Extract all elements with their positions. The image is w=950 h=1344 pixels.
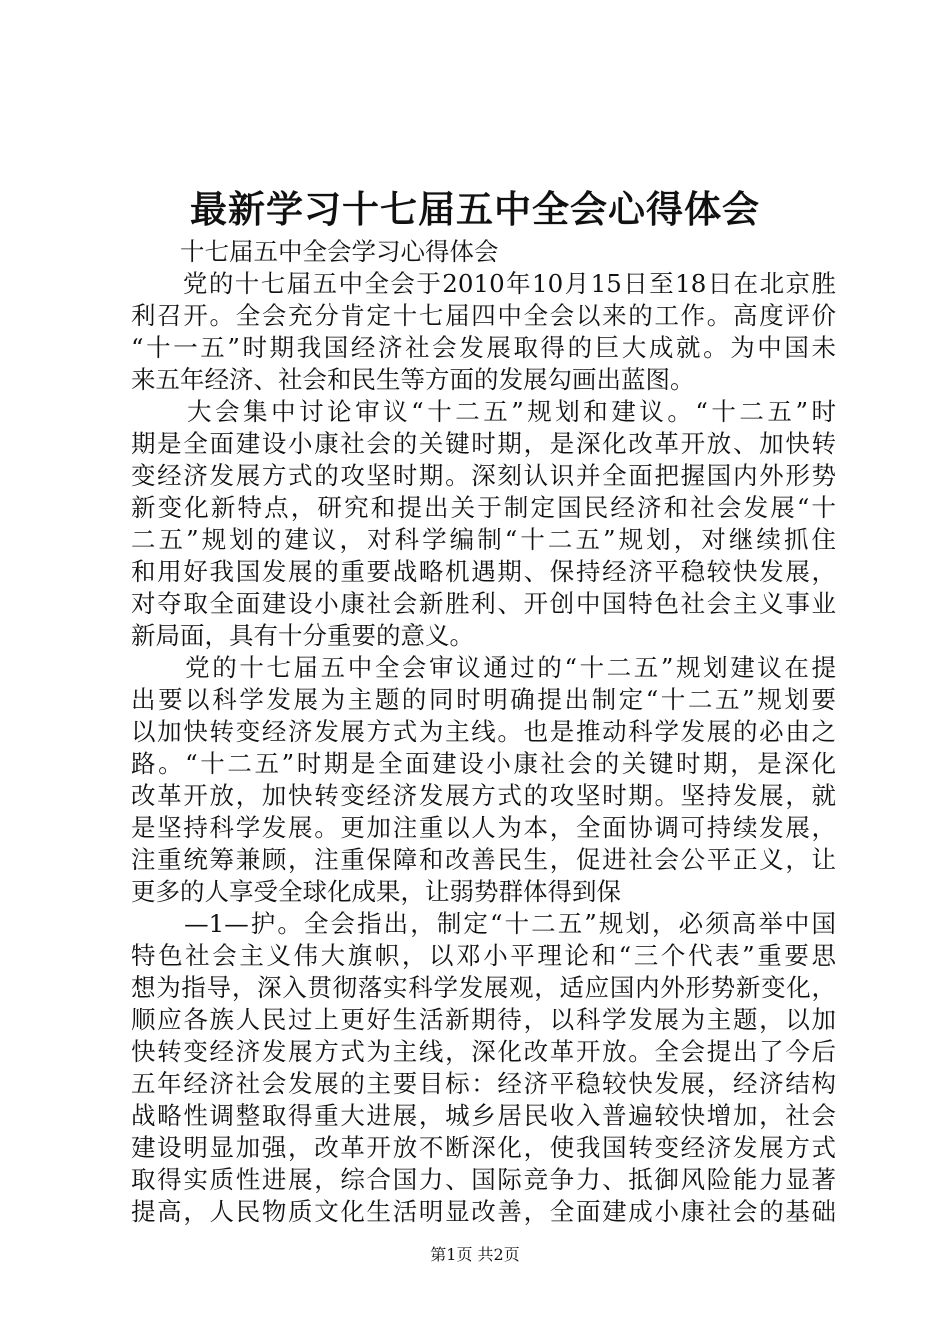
- body-line: —1—护。全会指出，制定“十二五”规划，必须高举中国: [131, 909, 836, 938]
- body-line: 党的十七届五中全会于2010年10月15日至18日在北京胜: [131, 269, 836, 298]
- body-line: 来五年经济、社会和民生等方面的发展勾画出蓝图。: [131, 365, 695, 394]
- body-line: 十七届五中全会学习心得体会: [131, 237, 499, 266]
- document-title: 最新学习十七届五中全会心得体会: [190, 187, 760, 231]
- body-line: 二五”规划的建议，对科学编制“十二五”规划，对继续抓住: [131, 525, 836, 554]
- body-line: 取得实质性进展，综合国力、国际竞争力、抵御风险能力显著: [131, 1165, 836, 1194]
- body-line: 是坚持科学发展。更加注重以人为本，全面协调可持续发展，: [131, 813, 836, 842]
- body-line: 特色社会主义伟大旗帜，以邓小平理论和“三个代表”重要思: [131, 941, 836, 970]
- body-line: 新变化新特点，研究和提出关于制定国民经济和社会发展“十: [131, 493, 836, 522]
- body-line: 利召开。全会充分肯定十七届四中全会以来的工作。高度评价: [131, 301, 836, 330]
- body-line: 建设明显加强，改革开放不断深化，使我国转变经济发展方式: [131, 1133, 836, 1162]
- body-line: 变经济发展方式的攻坚时期。深刻认识并全面把握国内外形势: [131, 461, 836, 490]
- body-line: 和用好我国发展的重要战略机遇期、保持经济平稳较快发展，: [131, 557, 836, 586]
- body-line: 新局面，具有十分重要的意义。: [131, 621, 474, 650]
- body-line: 党的十七届五中全会审议通过的“十二五”规划建议在提: [131, 653, 836, 682]
- document-body: [131, 236, 836, 1228]
- body-line: 战略性调整取得重大进展，城乡居民收入普遍较快增加，社会: [131, 1101, 836, 1130]
- body-line: 提高，人民物质文化生活明显改善，全面建成小康社会的基础: [131, 1197, 836, 1226]
- body-line: 出要以科学发展为主题的同时明确提出制定“十二五”规划要: [131, 685, 836, 714]
- body-line: 改革开放，加快转变经济发展方式的攻坚时期。坚持发展，就: [131, 781, 836, 810]
- body-line: 注重统筹兼顾，注重保障和改善民生，促进社会公平正义，让: [131, 845, 836, 874]
- body-line: 顺应各族人民过上更好生活新期待，以科学发展为主题，以加: [131, 1005, 836, 1034]
- body-line: “十一五”时期我国经济社会发展取得的巨大成就。为中国未: [131, 333, 836, 362]
- body-line: 期是全面建设小康社会的关键时期，是深化改革开放、加快转: [131, 429, 836, 458]
- body-line: 大会集中讨论审议“十二五”规划和建议。“十二五”时: [131, 397, 836, 426]
- body-line: 想为指导，深入贯彻落实科学发展观，适应国内外形势新变化，: [131, 973, 836, 1002]
- body-line: 路。“十二五”时期是全面建设小康社会的关键时期，是深化: [131, 749, 836, 778]
- body-line: 五年经济社会发展的主要目标：经济平稳较快发展，经济结构: [131, 1069, 836, 1098]
- body-line: 更多的人享受全球化成果，让弱势群体得到保: [131, 877, 621, 906]
- body-line: 对夺取全面建设小康社会新胜利、开创中国特色社会主义事业: [131, 589, 836, 618]
- body-line: 快转变经济发展方式为主线，深化改革开放。全会提出了今后: [131, 1037, 836, 1066]
- page-footer: 第1页 共2页: [430, 1245, 520, 1264]
- body-line: 以加快转变经济发展方式为主线。也是推动科学发展的必由之: [131, 717, 836, 746]
